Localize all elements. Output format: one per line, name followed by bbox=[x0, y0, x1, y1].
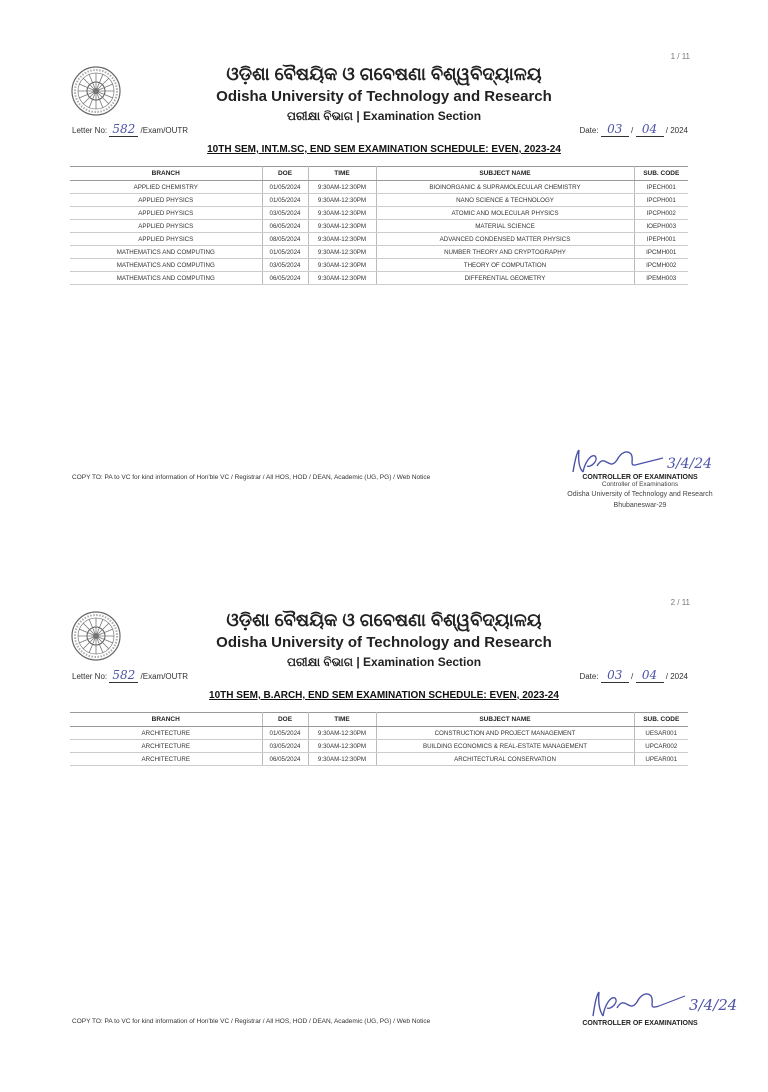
cell-time: 9:30AM-12:30PM bbox=[308, 181, 376, 194]
letter-label: Letter No: bbox=[72, 672, 108, 681]
column-header-code: SUB. CODE bbox=[634, 167, 688, 181]
date-separator: / bbox=[631, 672, 634, 681]
date-day: 03 bbox=[601, 668, 629, 683]
date-separator: / bbox=[631, 126, 634, 135]
cell-doe: 06/05/2024 bbox=[262, 220, 308, 233]
cell-code: IPCPH002 bbox=[634, 207, 688, 220]
date-year: / 2024 bbox=[665, 672, 688, 681]
table-row bbox=[70, 740, 688, 753]
date-month: 04 bbox=[636, 122, 664, 137]
table-row bbox=[70, 194, 688, 207]
cell-branch: APPLIED PHYSICS bbox=[70, 207, 262, 220]
letter-date bbox=[579, 122, 688, 137]
letter-number bbox=[72, 668, 188, 683]
schedule-heading: 10TH SEM, INT.M.SC, END SEM EXAMINATION SCHEDULE: EVEN, 2023-24 bbox=[207, 144, 561, 155]
copy-to-note: COPY TO: PA to VC for kind information of Hon'ble VC / Registrar / All HOS, HOD / DEAN, Academic (UG, PG) / Web Notice bbox=[72, 1018, 431, 1025]
date-label: Date: bbox=[579, 126, 599, 135]
cell-code: UESAR001 bbox=[634, 727, 688, 740]
cell-code: IPEMH003 bbox=[634, 272, 688, 285]
cell-time: 9:30AM-12:30PM bbox=[308, 194, 376, 207]
date-month: 04 bbox=[636, 668, 664, 683]
signature-date: 3/4/24 bbox=[689, 996, 738, 1014]
table-row bbox=[70, 272, 688, 285]
controller-title: CONTROLLER OF EXAMINATIONS bbox=[582, 474, 698, 481]
signature-icon bbox=[565, 442, 725, 478]
cell-doe: 03/05/2024 bbox=[262, 740, 308, 753]
schedule-table bbox=[70, 712, 688, 766]
copy-to-note: COPY TO: PA to VC for kind information of Hon'ble VC / Registrar / All HOS, HOD / DEAN, Academic (UG, PG) / Web Notice bbox=[72, 474, 431, 481]
cell-branch: APPLIED PHYSICS bbox=[70, 220, 262, 233]
cell-time: 9:30AM-12:30PM bbox=[308, 246, 376, 259]
cell-time: 9:30AM-12:30PM bbox=[308, 727, 376, 740]
cell-doe: 08/05/2024 bbox=[262, 233, 308, 246]
cell-doe: 03/05/2024 bbox=[262, 259, 308, 272]
letter-number-value: 582 bbox=[109, 668, 138, 683]
table-row bbox=[70, 233, 688, 246]
table-row bbox=[70, 259, 688, 272]
cell-branch: MATHEMATICS AND COMPUTING bbox=[70, 246, 262, 259]
column-header-subject: SUBJECT NAME bbox=[376, 167, 634, 181]
university-name-english: Odisha University of Technology and Research bbox=[216, 634, 552, 651]
cell-subject: ATOMIC AND MOLECULAR PHYSICS bbox=[376, 207, 634, 220]
cell-doe: 01/05/2024 bbox=[262, 194, 308, 207]
university-name-odia: ଓଡ଼ିଶା ବୈଷୟିକ ଓ ଗବେଷଣା ବିଶ୍ୱବିଦ୍ୟାଳୟ bbox=[226, 610, 542, 630]
letter-label: Letter No: bbox=[72, 126, 108, 135]
cell-subject: NUMBER THEORY AND CRYPTOGRAPHY bbox=[376, 246, 634, 259]
cell-subject: ARCHITECTURAL CONSERVATION bbox=[376, 753, 634, 766]
cell-subject: DIFFERENTIAL GEOMETRY bbox=[376, 272, 634, 285]
cell-subject: BIOINORGANIC & SUPRAMOLECULAR CHEMISTRY bbox=[376, 181, 634, 194]
cell-code: IPECH001 bbox=[634, 181, 688, 194]
date-label: Date: bbox=[579, 672, 599, 681]
schedule-table bbox=[70, 166, 688, 285]
cell-time: 9:30AM-12:30PM bbox=[308, 220, 376, 233]
cell-branch: MATHEMATICS AND COMPUTING bbox=[70, 259, 262, 272]
cell-doe: 01/05/2024 bbox=[262, 727, 308, 740]
controller-signature-block bbox=[520, 474, 760, 511]
table-row bbox=[70, 207, 688, 220]
university-name-english: Odisha University of Technology and Research bbox=[216, 88, 552, 105]
table-row bbox=[70, 727, 688, 740]
cell-branch: ARCHITECTURE bbox=[70, 727, 262, 740]
schedule-heading: 10TH SEM, B.ARCH, END SEM EXAMINATION SCHEDULE: EVEN, 2023-24 bbox=[209, 690, 559, 701]
cell-time: 9:30AM-12:30PM bbox=[308, 740, 376, 753]
stamp-line-1: Controller of Examinations bbox=[601, 481, 679, 488]
cell-subject: ADVANCED CONDENSED MATTER PHYSICS bbox=[376, 233, 634, 246]
table-row bbox=[70, 220, 688, 233]
cell-branch: APPLIED CHEMISTRY bbox=[70, 181, 262, 194]
table-row bbox=[70, 181, 688, 194]
cell-doe: 01/05/2024 bbox=[262, 246, 308, 259]
cell-code: IPCMH001 bbox=[634, 246, 688, 259]
cell-branch: APPLIED PHYSICS bbox=[70, 233, 262, 246]
column-header-subject: SUBJECT NAME bbox=[376, 713, 634, 727]
column-header-doe: DOE bbox=[262, 713, 308, 727]
table-row bbox=[70, 246, 688, 259]
cell-time: 9:30AM-12:30PM bbox=[308, 753, 376, 766]
cell-time: 9:30AM-12:30PM bbox=[308, 259, 376, 272]
cell-subject: BUILDING ECONOMICS & REAL-ESTATE MANAGEMENT bbox=[376, 740, 634, 753]
cell-code: IPEPH001 bbox=[634, 233, 688, 246]
cell-time: 9:30AM-12:30PM bbox=[308, 233, 376, 246]
stamp-line-2: Odisha University of Technology and Research bbox=[567, 491, 713, 498]
date-year: / 2024 bbox=[665, 126, 688, 135]
cell-doe: 01/05/2024 bbox=[262, 181, 308, 194]
date-day: 03 bbox=[601, 122, 629, 137]
cell-branch: ARCHITECTURE bbox=[70, 753, 262, 766]
cell-code: UPEAR001 bbox=[634, 753, 688, 766]
column-header-code: SUB. CODE bbox=[634, 713, 688, 727]
column-header-time: TIME bbox=[308, 713, 376, 727]
letter-suffix: /Exam/OUTR bbox=[140, 126, 189, 135]
page-number: 2 / 11 bbox=[670, 598, 690, 607]
stamp-line-3: Bhubaneswar-29 bbox=[613, 502, 667, 509]
cell-branch: ARCHITECTURE bbox=[70, 740, 262, 753]
letter-number bbox=[72, 122, 188, 137]
cell-branch: MATHEMATICS AND COMPUTING bbox=[70, 272, 262, 285]
cell-code: IOEPH003 bbox=[634, 220, 688, 233]
cell-subject: NANO SCIENCE & TECHNOLOGY bbox=[376, 194, 634, 207]
cell-time: 9:30AM-12:30PM bbox=[308, 272, 376, 285]
signature-icon bbox=[585, 982, 755, 1022]
cell-subject: THEORY OF COMPUTATION bbox=[376, 259, 634, 272]
section-name: ପରୀକ୍ଷା ବିଭାଗ | Examination Section bbox=[286, 109, 482, 123]
cell-doe: 06/05/2024 bbox=[262, 753, 308, 766]
letter-suffix: /Exam/OUTR bbox=[140, 672, 189, 681]
column-header-doe: DOE bbox=[262, 167, 308, 181]
university-name-odia: ଓଡ଼ିଶା ବୈଷୟିକ ଓ ଗବେଷଣା ବିଶ୍ୱବିଦ୍ୟାଳୟ bbox=[226, 64, 542, 84]
page-number: 1 / 11 bbox=[670, 52, 690, 61]
signature-date: 3/4/24 bbox=[667, 456, 713, 472]
controller-title: CONTROLLER OF EXAMINATIONS bbox=[582, 1020, 698, 1027]
cell-code: IPCPH001 bbox=[634, 194, 688, 207]
table-row bbox=[70, 753, 688, 766]
letter-number-value: 582 bbox=[109, 122, 138, 137]
column-header-time: TIME bbox=[308, 167, 376, 181]
cell-subject: CONSTRUCTION AND PROJECT MANAGEMENT bbox=[376, 727, 634, 740]
cell-doe: 03/05/2024 bbox=[262, 207, 308, 220]
section-name: ପରୀକ୍ଷା ବିଭାଗ | Examination Section bbox=[286, 655, 482, 669]
cell-subject: MATERIAL SCIENCE bbox=[376, 220, 634, 233]
cell-doe: 06/05/2024 bbox=[262, 272, 308, 285]
cell-code: IPCMH002 bbox=[634, 259, 688, 272]
column-header-branch: BRANCH bbox=[70, 167, 262, 181]
cell-time: 9:30AM-12:30PM bbox=[308, 207, 376, 220]
schedule-page-2 bbox=[0, 546, 768, 1092]
cell-branch: APPLIED PHYSICS bbox=[70, 194, 262, 207]
letter-date bbox=[579, 668, 688, 683]
cell-code: UPCAR002 bbox=[634, 740, 688, 753]
column-header-branch: BRANCH bbox=[70, 713, 262, 727]
